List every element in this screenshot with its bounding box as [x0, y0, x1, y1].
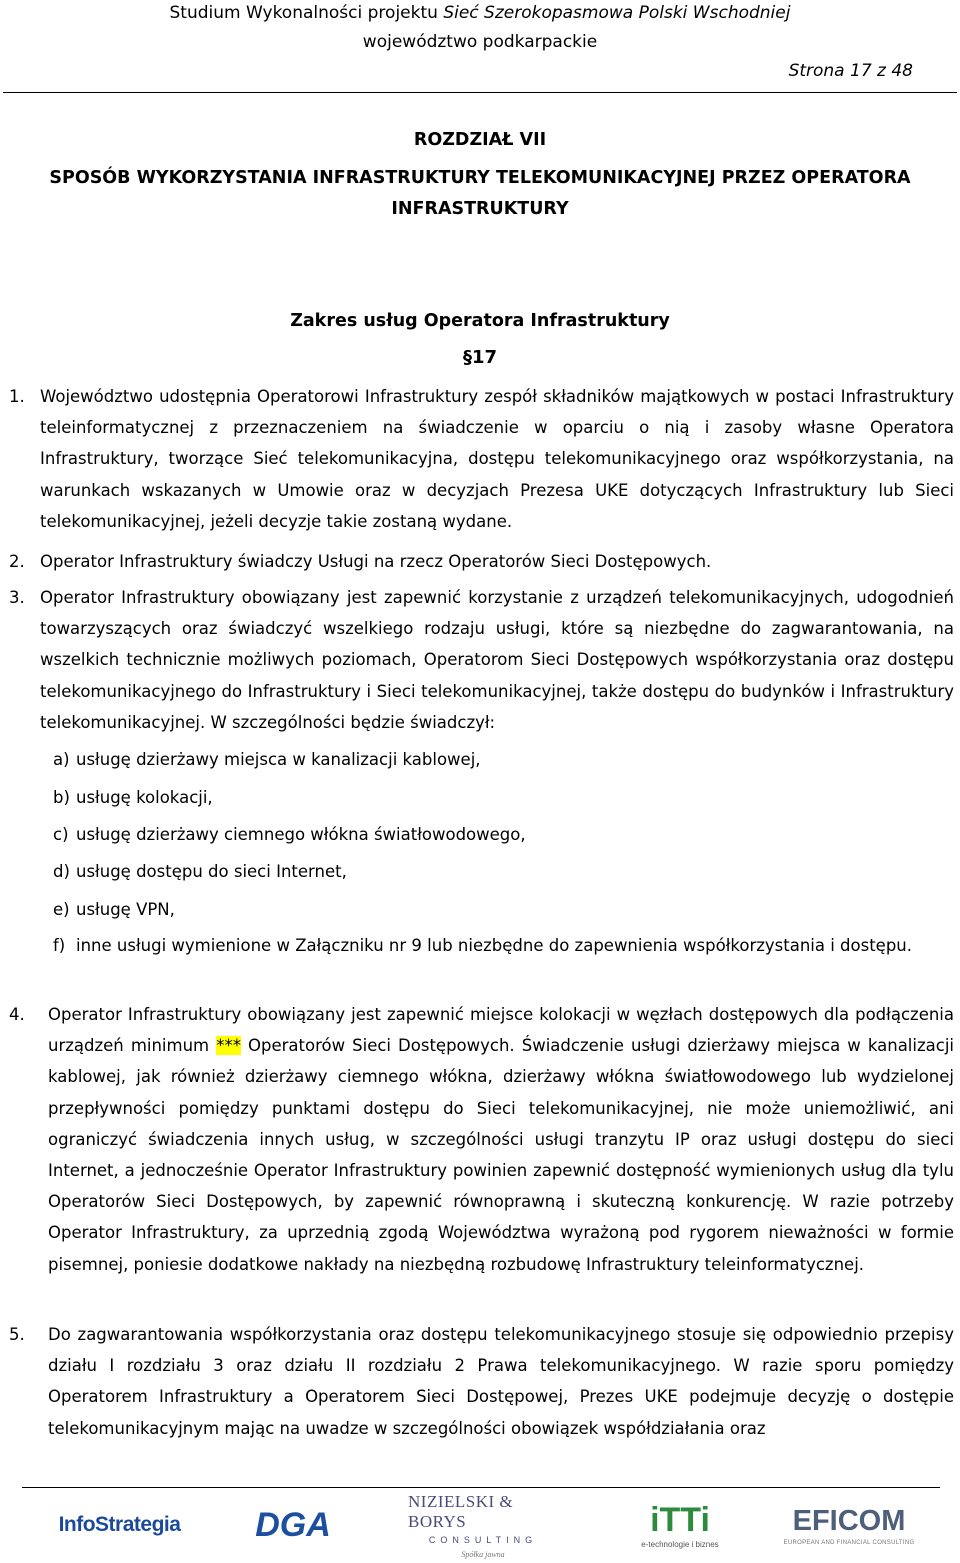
itti-logo-name: iTTi	[650, 1500, 710, 1539]
highlighted-placeholder: ***	[216, 1036, 241, 1056]
section-title: Zakres usług Operatora Infrastruktury	[290, 311, 670, 331]
header-divider	[3, 92, 957, 93]
paragraph-sign: §17	[462, 347, 498, 368]
sub-item-text	[76, 930, 954, 961]
item-number-2: 2.	[9, 552, 25, 571]
nb-logo-name: NIZIELSKI & BORYS	[408, 1491, 514, 1531]
sub-item-letter: a)	[53, 750, 70, 769]
item-4-text-start: Operator Infrastruktury obowiązany jest zapewnić miejsce kolokacji w węzłach dostępowych dla podłączenia urządzeń minimum	[48, 1005, 954, 1056]
sub-item-text: usługę dzierżawy miejsca w kanalizacji kablowej,	[76, 750, 481, 769]
item-text-2: Operator Infrastruktury świadczy Usługi na rzecz Operatorów Sieci Dostępowych.	[40, 552, 712, 571]
item-text-4	[48, 999, 954, 1280]
dga-logo-text: DGA	[255, 1505, 331, 1544]
item-4-text-end: Operatorów Sieci Dostępowych. Świadczenie usługi dzierżawy miejsca w kanalizacji kablowej, jak również dzierżawy ciemnego włókna, dzierżawy włókna światłowodowego lub wydzielonej przepływności pomiędzy punktami dostępu do Sieci telekomunikacyjnej, nie może uniemożliwić, ani ograniczyć świadczenia innych usług, w szczególności usługi tranzytu IP oraz usługi dostępu do sieci Internet, a jednocześnie Operator Infrastruktury powinien zapewnić dostępność wymienionych usług dla tylu Operatorów Sieci Dostępowych, by zapewnić równoprawną i skuteczną konkurencję. W razie potrzeby Operator Infrastruktury, za uprzednią zgodą Województwa wyrażoną pod rygorem nieważności w formie pisemnej, poniesie dodatkowe nakłady na niezbędną rozbudowę Infrastruktury teleinformatycznej.	[48, 1036, 954, 1274]
header-study-prefix: Studium Wykonalności projektu	[169, 3, 444, 23]
header-region: województwo podkarpackie	[362, 32, 598, 52]
item-text-5: Do zagwarantowania współkorzystania oraz dostępu telekomunikacyjnego stosuje się odpowiednio przepisy działu I rozdziału 3 oraz działu II rozdziału 2 Prawa telekomunikacyjnego. W razie sporu pomiędzy Operatorem Infrastruktury a Operatorem Sieci Dostępowej, Prezes UKE podejmuje decyzję o dostępie telekomunikacyjnym mając na uwadze w szczególności obowiązek współdziałania oraz	[48, 1325, 954, 1438]
eficom-logo	[780, 1496, 918, 1554]
eficom-logo-tagline: EUROPEAN AND FINANCIAL CONSULTING	[783, 1539, 915, 1546]
item-text-1: Województwo udostępnia Operatorowi Infrastruktury zespół składników majątkowych w postaci Infrastruktury teleinformatycznej z przeznaczeniem na świadczenie w oparciu o nią i zasoby własne Operatora Infrastruktury, tworzące Sieć telekomunikacyjna, dostępu telekomunikacyjnego oraz współkorzystania, na warunkach wskazanych w Umowie oraz w decyzjach Prezesa UKE dotyczących Infrastruktury lub Sieci telekomunikacyjnej, jeżeli decyzje takie zostaną wydane.	[40, 387, 954, 531]
sub-item-letter: e)	[53, 900, 70, 919]
sub-item-text: usługę kolokacji,	[76, 788, 213, 807]
item-number-4: 4.	[9, 1005, 25, 1024]
nb-logo-company-type: Spółka jawna	[461, 1549, 505, 1559]
chapter-title-line2: INFRASTRUKTURY	[391, 199, 569, 219]
item-number-5: 5.	[9, 1325, 25, 1344]
sub-item-letter: c)	[53, 825, 69, 844]
itti-logo	[620, 1496, 740, 1554]
sub-item-letter: d)	[53, 862, 70, 881]
nizielski-borys-logo	[408, 1491, 558, 1559]
nb-logo-consulting: CONSULTING	[428, 1534, 538, 1545]
sub-item-letter: b)	[53, 788, 70, 807]
page-number: Strona 17 z 48	[788, 61, 913, 81]
sub-item-text-f: inne usługi wymienione w Załączniku nr 9 lub niezbędne do zapewnienia współkorzystania i dostępu.	[76, 936, 913, 955]
sub-item-text: usługę dzierżawy ciemnego włókna światłowodowego,	[76, 825, 526, 844]
item-number-1: 1.	[9, 387, 25, 406]
infostrategia-logo	[52, 1496, 187, 1554]
footer-divider	[22, 1487, 940, 1488]
sub-item-letter: f)	[53, 936, 66, 955]
itti-logo-tagline: e-technologie i biznes	[641, 1539, 719, 1549]
sub-item-text: usługę dostępu do sieci Internet,	[76, 862, 347, 881]
chapter-title-line1: SPOSÓB WYKORZYSTANIA INFRASTRUKTURY TELEKOMUNIKACYJNEJ PRZEZ OPERATORA	[49, 168, 911, 188]
item-number-3: 3.	[9, 588, 25, 607]
item-text-3: Operator Infrastruktury obowiązany jest zapewnić korzystanie z urządzeń telekomunikacyjnych, udogodnień towarzyszących oraz świadczyć wszelkiego rodzaju usługi, które są niezbędne do zagwarantowania, na wszelkich technicznie możliwych poziomach, Operatorom Sieci Dostępowych współkorzystania oraz dostępu telekomunikacyjnego do Infrastruktury i Sieci telekomunikacyjnej, także dostępu do budynków i Infrastruktury telekomunikacyjnej. W szczególności będzie świadczył:	[40, 588, 954, 732]
eficom-logo-name: EFICOM	[792, 1504, 906, 1537]
chapter-number: ROZDZIAŁ VII	[413, 130, 547, 150]
sub-item-text: usługę VPN,	[76, 900, 175, 919]
dga-logo	[248, 1496, 338, 1554]
header-project-name: Sieć Szerokopasmowa Polski Wschodniej	[443, 3, 791, 23]
infostrategia-logo-text: InfoStrategia	[58, 1513, 181, 1536]
header-study-title	[0, 2, 960, 24]
